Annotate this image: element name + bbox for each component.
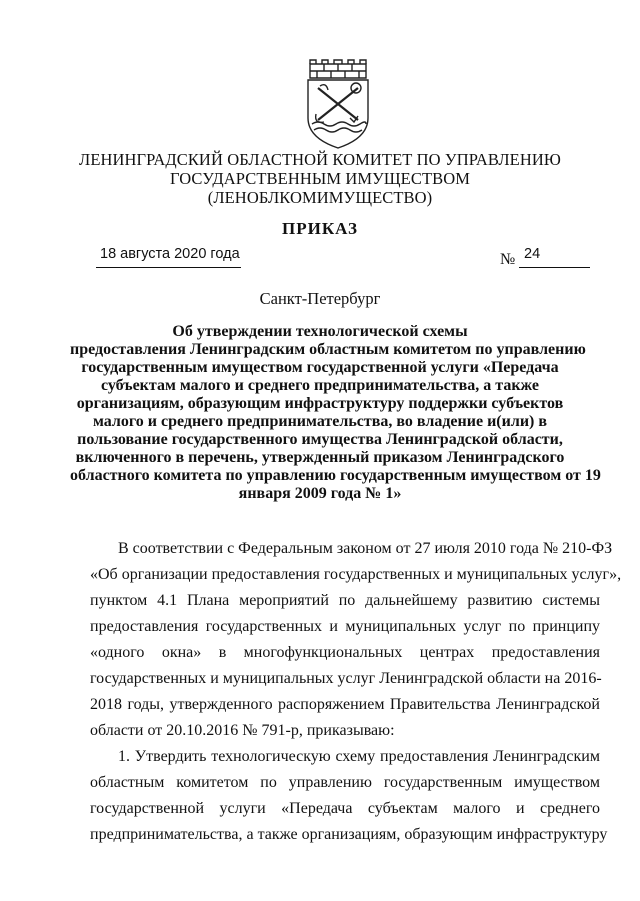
body-line: областным комитетом по управлению государственным имуществом [90,774,600,791]
title-line: пользование государственного имущества Ленинградской области, [77,431,563,448]
body-line: государственных и муниципальных услуг Ленинградской области на 2016- [90,670,602,687]
body-line: «Об организации предоставления государственных и муниципальных услуг», [90,566,622,583]
document-city: Санкт-Петербург [259,289,381,308]
body-line: 1. Утвердить технологическую схему предоставления Ленинградским [118,748,600,765]
title-line: малого и среднего предпринимательства, во владение и(или) в [92,413,547,430]
body-line: предпринимательства, а также организациям, образующим инфраструктуру [90,826,608,843]
title-line: Об утверждении технологической схемы [172,323,468,340]
body-line: 2018 годы, утвержденного распоряжением Правительства Ленинградской [90,696,600,713]
body-line: предоставления государственных и муниципальных услуг по принципу [90,618,600,635]
document-type-heading: ПРИКАЗ [282,219,358,238]
title-line: января 2009 года № 1» [238,485,402,502]
document-number: 24 [524,246,541,262]
organization-name-line-1: ЛЕНИНГРАДСКИЙ ОБЛАСТНОЙ КОМИТЕТ ПО УПРАВЛЕНИЮ [79,150,561,169]
body-line: области от 20.10.2016 № 791-р, приказываю: [90,722,395,739]
title-line: государственным имуществом государственной услуги «Передача [81,359,559,376]
date-underline [96,267,241,268]
body-line: пунктом 4.1 Плана мероприятий по дальнейшему развитию системы [90,592,600,609]
title-line: областного комитета по управлению государственным имуществом от 19 [70,467,601,484]
organization-abbreviation: (ЛЕНОБЛКОМИМУЩЕСТВО) [207,188,433,207]
title-line: включенного в перечень, утвержденный приказом Ленинградского [75,449,565,466]
document-date: 18 августа 2020 года [100,246,240,262]
title-line: предоставления Ленинградским областным комитетом по управлению [70,341,586,358]
number-label: № [500,251,516,268]
number-underline [519,267,590,268]
title-line: организациям, образующим инфраструктуру поддержки субъектов [76,395,564,412]
organization-name-line-2: ГОСУДАРСТВЕННЫМ ИМУЩЕСТВОМ [169,169,471,188]
body-line: государственной услуги «Передача субъектам малого и среднего [90,800,600,817]
body-line: «одного окна» в многофункциональных центрах предоставления [90,644,600,661]
body-line: В соответствии с Федеральным законом от 27 июля 2010 года № 210-ФЗ [118,540,613,557]
title-line: субъектам малого и среднего предпринимательства, а также [100,377,540,394]
coat-of-arms-emblem [300,58,376,150]
